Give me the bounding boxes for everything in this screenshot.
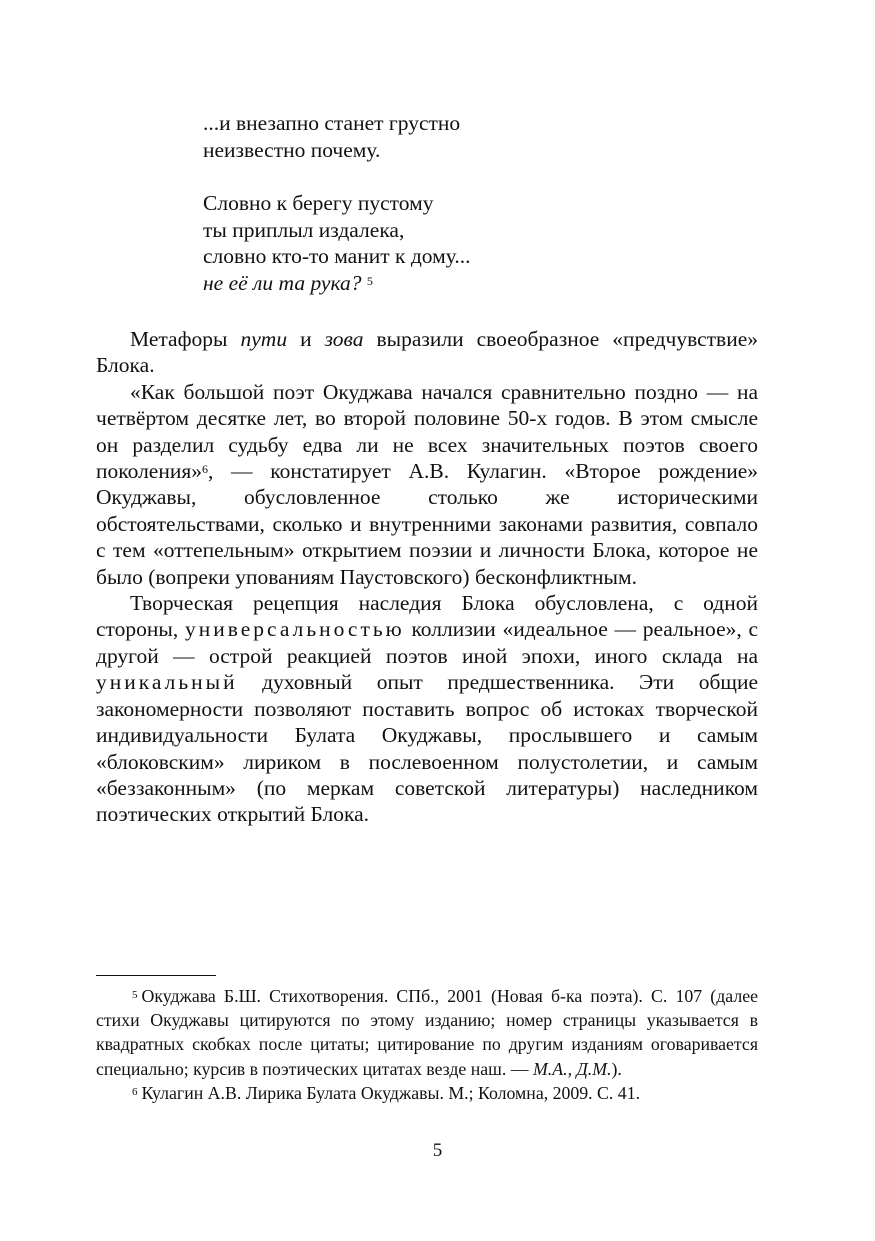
text-run: духовный опыт предшественника. Эти общие закономерности позволяют поставить вопрос об истоках творческой индивидуальности Булата Окуджавы, прослывшего и самым «блоковским» лириком в послевоенном полустолетии, и самым «беззаконным» (по меркам советской литературы) наследником поэтических открытий Блока. <box>96 670 758 827</box>
text-run: и <box>287 327 325 351</box>
footnote-6 <box>96 1081 758 1105</box>
text-run: , — констатирует А.В. Кулагин. «Второе рождение» Окуджавы, обусловленное столько же историческими обстоятельствами, сколько и внутренними законами развития, совпало с тем «оттепельным» открытием поэзии и личности Блока, которое не было (вопреки упованиям Паустовского) бесконфликтным. <box>96 459 758 589</box>
footnote-ref-5[interactable]: 5 <box>366 273 373 288</box>
poem-italic-text: не её ли та рука? <box>203 270 362 295</box>
page-number: 5 <box>432 1140 443 1161</box>
spaced-emphasis-unique: уникальный <box>96 670 238 695</box>
poem-line: неизвестно почему. <box>203 137 381 162</box>
footnote-5 <box>96 984 758 1081</box>
text-run: Творческая рецепция наследия Блока обусловлена, с одной стороны, <box>96 591 758 642</box>
text-run: Метафоры <box>130 327 241 351</box>
body-text <box>96 326 758 828</box>
poem-line: ты приплыл издалека, <box>203 217 405 242</box>
poem-line: словно кто-то манит к дому... <box>203 244 471 268</box>
footnote-signature: М.А., Д.М. <box>533 1058 612 1079</box>
emphasis-call: зова <box>324 327 364 351</box>
emphasis-path: пути <box>240 327 288 351</box>
footnotes <box>96 984 758 1105</box>
footnote-number: 6 <box>132 1085 138 1098</box>
poem-epigraph <box>203 110 470 296</box>
paragraph-2 <box>96 379 758 590</box>
text-run: «Как большой поэт Окуджава начался сравнительно поздно — на четвёртом десятке лет, во второй половине 50-х годов. В этом смысле он разделил судьбу едва ли не всех значительных поэтов своего поколения» <box>96 379 758 484</box>
paragraph-1 <box>96 326 758 379</box>
poem-line-italic <box>203 270 470 297</box>
paragraph-3 <box>96 590 758 828</box>
poem-stanza-1 <box>203 110 470 163</box>
footnote-number: 5 <box>132 989 138 1001</box>
spaced-emphasis-universality: универсальностью <box>184 617 405 642</box>
poem-line: ...и внезапно станет грустно <box>203 111 461 135</box>
footnote-ref-6[interactable]: 6 <box>202 462 208 477</box>
footnote-tail: ). <box>611 1058 622 1079</box>
poem-line: Словно к берегу пустому <box>203 191 434 215</box>
poem-stanza-2 <box>203 190 470 296</box>
text-run: коллизии «идеальное — реальное», с другой — острой реакцией поэтов иной эпохи, иного склада на <box>96 617 759 668</box>
text-run: выразили своеобразное «предчувствие» Блока. <box>96 327 758 378</box>
footnote-text: Окуджава Б.Ш. Стихотворения. СПб., 2001 (Новая б-ка поэта). С. 107 (далее стихи Окуджавы цитируются по этому изданию; номер страницы указывается в квадратных скобках после цитаты; цитирование по другим изданиям оговаривается специально; курсив в поэтических цитатах везде наш. — <box>96 986 758 1079</box>
footnote-text: Кулагин А.В. Лирика Булата Окуджавы. М.; Коломна, 2009. С. 41. <box>141 1082 641 1103</box>
footnote-divider <box>96 975 216 976</box>
